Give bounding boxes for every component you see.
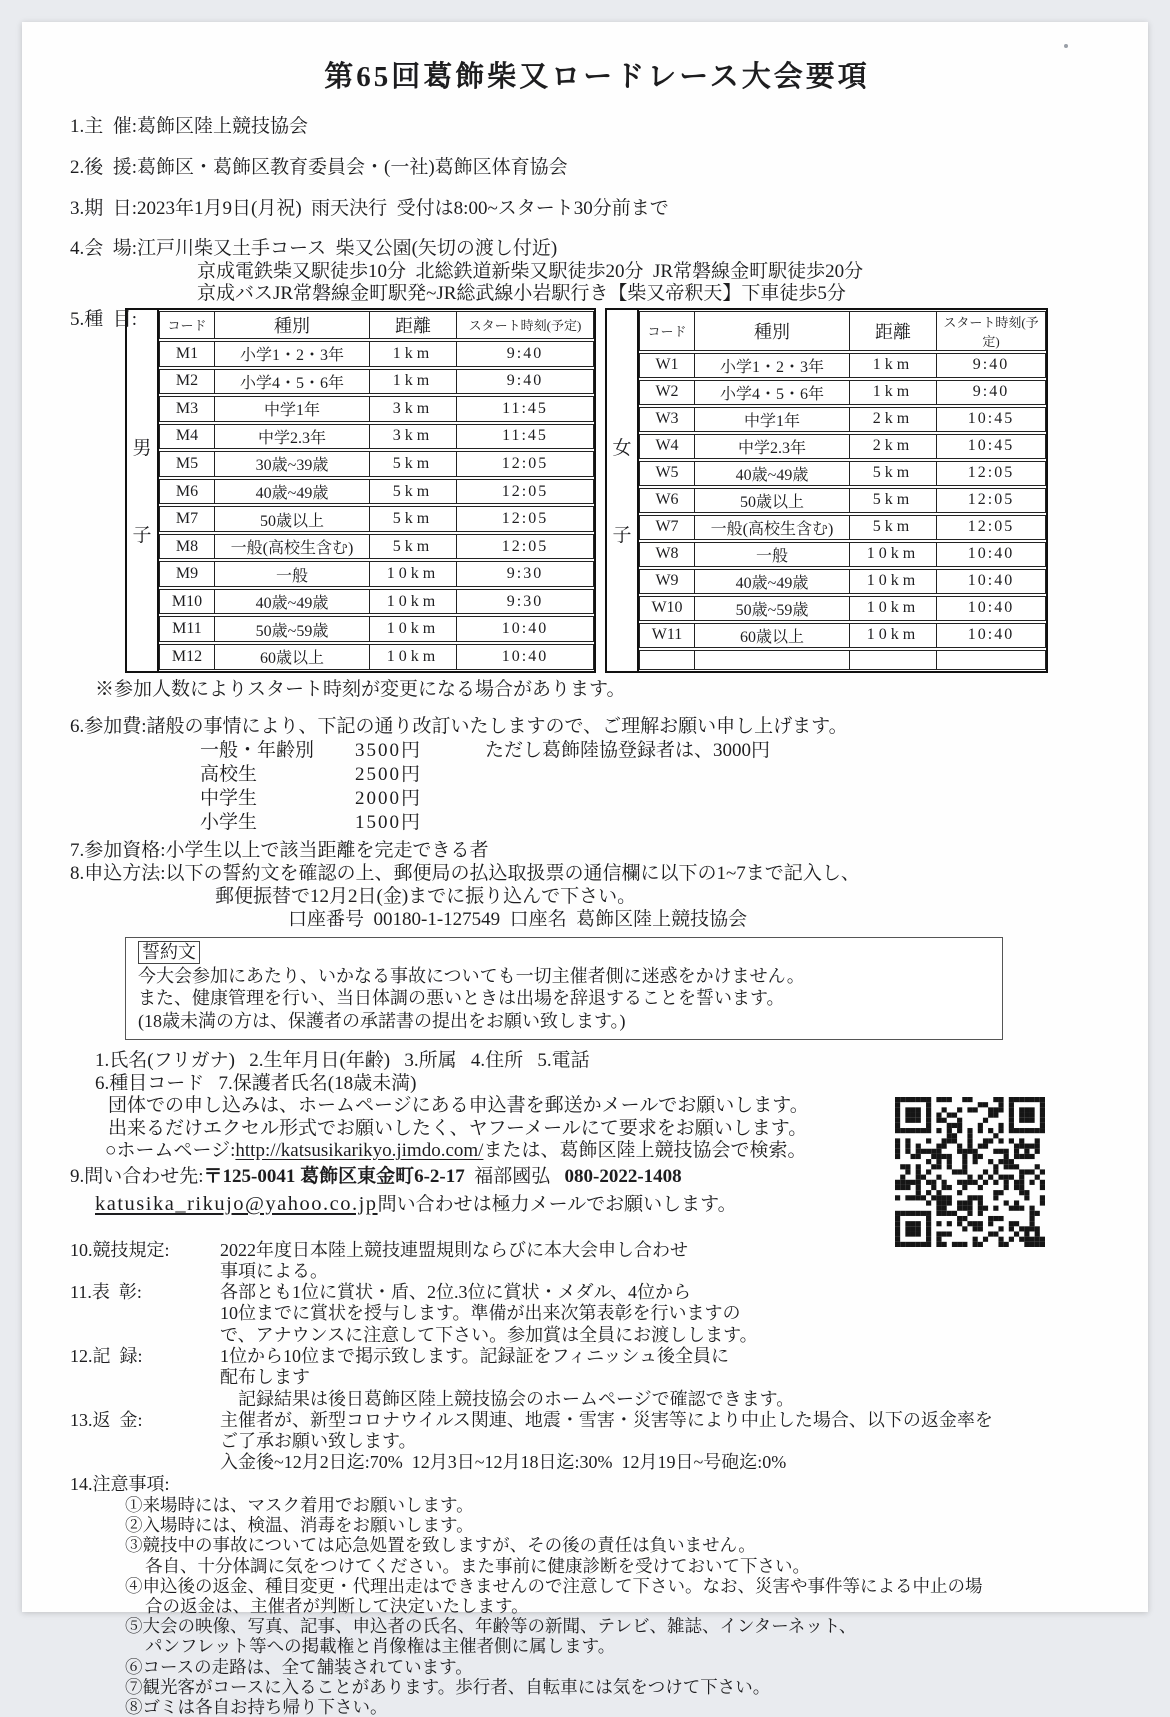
notice-item-4: ④申込後の返金、種目変更・代理出走はできませんので注意して下さい。なお、災害や事件等による中止の場: [70, 1576, 1124, 1596]
event-kind: [695, 650, 850, 670]
page-title: 第65回葛飾柴又ロードレース大会要項: [70, 54, 1124, 95]
section-4-venue: 4.会 場:江戸川柴又土手コース 柴又公園(矢切の渡し付近): [70, 238, 1124, 261]
event-code: M8: [159, 534, 215, 560]
qr-code: [895, 1097, 1045, 1247]
header-dist: 距離: [370, 311, 457, 340]
event-kind: 50歳以上: [695, 488, 850, 513]
event-dist: 1km: [850, 380, 937, 405]
event-time: 10:45: [937, 407, 1046, 432]
event-kind: 50歳~59歳: [215, 616, 370, 642]
section-13-line-3: 入金後~12月2日迄:70% 12月3日~12月18日迄:30% 12月19日~号砲迄:0%: [220, 1452, 786, 1473]
fee-row: [70, 763, 1124, 787]
event-code: W7: [639, 515, 695, 540]
event-dist: [850, 650, 937, 670]
event-code: W10: [639, 596, 695, 621]
group-entry-line-1: 団体での申し込みは、ホームページにある申込書を郵送かメールでお願いします。: [70, 1095, 1124, 1118]
event-kind: 50歳~59歳: [695, 596, 850, 621]
fee-price: 2000円: [355, 787, 485, 811]
event-kind: 50歳以上: [215, 506, 370, 532]
section-4-access-2: 京成バスJR常磐線金町駅発~JR総武線小岩駅行き【柴又帝釈天】下車徒歩5分: [70, 283, 1124, 306]
notice-item-3-cont: 各自、十分体調に気をつけてください。また事前に健康診断を受けておいて下さい。: [70, 1556, 1124, 1576]
homepage-prefix: ○ホームページ:: [105, 1140, 235, 1161]
event-time: 10:45: [937, 434, 1046, 459]
event-code: M3: [159, 396, 215, 422]
event-code: W3: [639, 407, 695, 432]
rules-block: [70, 1240, 1124, 1717]
spacer: [70, 1303, 220, 1324]
email-note: 問い合わせは極力メールでお願いします。: [378, 1194, 737, 1215]
table-header-row: [159, 311, 594, 340]
event-time: 11:45: [457, 396, 594, 422]
section-13-label: 13.返 金:: [70, 1410, 220, 1431]
table-row: [159, 341, 594, 367]
event-dist: 5km: [850, 488, 937, 513]
table-row: [159, 424, 594, 450]
section-14-label: 14.注意事項:: [70, 1474, 1124, 1495]
women-events-grid: [639, 309, 1046, 672]
event-dist: 5km: [370, 451, 457, 477]
event-time: 12:05: [457, 534, 594, 560]
event-dist: 10km: [370, 589, 457, 615]
event-kind: 一般: [215, 561, 370, 587]
homepage-suffix: または、葛飾区陸上競技協会で検索。: [483, 1140, 806, 1161]
notice-item-6: ⑥コースの走路は、全て舗装されています。: [70, 1657, 1124, 1677]
fee-name: 高校生: [200, 763, 355, 787]
notice-item-7: ⑦観光客がコースに入ることがあります。歩行者、自転車には気をつけて下さい。: [70, 1677, 1124, 1697]
event-time: 10:40: [937, 542, 1046, 567]
event-code: M2: [159, 369, 215, 395]
events-table-women: [605, 308, 1048, 673]
table-row-empty: [639, 650, 1046, 670]
event-time: 10:40: [937, 569, 1046, 594]
table-row: [639, 542, 1046, 567]
fee-row: [70, 787, 1124, 811]
pledge-label: 誓約文: [138, 941, 200, 964]
event-kind: 40歳~49歳: [215, 589, 370, 615]
pledge-line-3: (18歳未満の方は、保護者の承諾書の提出をお願い致します。): [138, 1010, 990, 1033]
section-5-events-label: 5.種 目:: [70, 308, 137, 332]
scan-speck: [1064, 44, 1068, 48]
event-kind: 小学4・5・6年: [215, 369, 370, 395]
event-dist: 10km: [370, 561, 457, 587]
event-kind: 小学1・2・3年: [215, 341, 370, 367]
event-code: [639, 650, 695, 670]
notice-item-3: ③競技中の事故については応急処置を致しますが、その後の責任は負いません。: [70, 1535, 1124, 1555]
event-kind: 中学1年: [695, 407, 850, 432]
table-row: [159, 534, 594, 560]
event-time: 12:05: [937, 515, 1046, 540]
group-char-women-2: 子: [612, 520, 631, 547]
document-page: [22, 22, 1148, 1612]
event-time: 9:40: [457, 369, 594, 395]
event-code: M12: [159, 644, 215, 670]
table-row: [639, 596, 1046, 621]
event-code: M1: [159, 341, 215, 367]
contact-address: 〒125-0041 葛飾区東金町6-2-17: [204, 1166, 465, 1187]
section-6-fee: [70, 715, 1124, 739]
event-code: M5: [159, 451, 215, 477]
fee-price: 3500円: [355, 739, 485, 763]
event-code: W2: [639, 380, 695, 405]
event-kind: 40歳~49歳: [695, 569, 850, 594]
section-13-cont: [70, 1431, 1124, 1452]
event-code: W4: [639, 434, 695, 459]
contact-email: katusika_rikujo@yahoo.co.jp: [95, 1193, 378, 1215]
table-row: [639, 380, 1046, 405]
event-dist: 2km: [850, 407, 937, 432]
table-row: [159, 396, 594, 422]
section-8-line-2: 郵便振替で12月2日(金)までに振り込んで下さい。: [70, 885, 1124, 908]
event-time: 9:30: [457, 589, 594, 615]
fee-row: [70, 811, 1124, 835]
header-dist: 距離: [850, 311, 937, 351]
table-row: [639, 407, 1046, 432]
table-row: [639, 353, 1046, 378]
section-12-line-1: 1位から10位まで掲示致します。記録証をフィニッシュ後全員に: [220, 1346, 729, 1367]
section-13-cont: [70, 1452, 1124, 1473]
notice-item-1: ①来場時には、マスク着用でお願いします。: [70, 1495, 1124, 1515]
section-12-cont: [70, 1367, 1124, 1388]
section-7-eligibility: 7.参加資格:小学生以上で該当距離を完走できる者: [70, 839, 1124, 862]
event-dist: 10km: [370, 616, 457, 642]
section-10-line-1: 2022年度日本陸上競技連盟規則ならびに本大会申し合わせ: [220, 1240, 688, 1261]
event-time: 12:05: [937, 461, 1046, 486]
fee-row: [70, 739, 1124, 763]
section-4-access-1: 京成電鉄柴又駅徒歩10分 北総鉄道新柴又駅徒歩20分 JR常磐線金町駅徒歩20分: [70, 261, 1124, 284]
event-time: 10:40: [937, 596, 1046, 621]
event-dist: 5km: [370, 479, 457, 505]
event-code: W9: [639, 569, 695, 594]
entry-fields-line-2: 6.種目コード 7.保護者氏名(18歳未満): [70, 1073, 1124, 1096]
event-time: 10:40: [457, 616, 594, 642]
event-dist: 10km: [850, 596, 937, 621]
header-code: コード: [639, 311, 695, 351]
spacer: [70, 1367, 220, 1388]
section-10-line-2: 事項による。: [220, 1261, 328, 1282]
event-code: M6: [159, 479, 215, 505]
table-row: [639, 488, 1046, 513]
event-time: 12:05: [937, 488, 1046, 513]
event-code: W6: [639, 488, 695, 513]
event-kind: 小学4・5・6年: [695, 380, 850, 405]
event-time: 10:40: [937, 623, 1046, 648]
fee-price: 1500円: [355, 811, 485, 835]
men-events-grid: [159, 309, 594, 672]
event-time: 10:40: [457, 644, 594, 670]
section-13-line-2: ご了承お願い致します。: [220, 1431, 417, 1452]
section-1-organizer: 1.主 催:葛飾区陸上競技協会: [70, 115, 1124, 139]
fee-note: ただし葛飾陸協登録者は、3000円: [485, 740, 770, 761]
event-dist: 2km: [850, 434, 937, 459]
group-char-women-1: 女: [612, 433, 631, 460]
section-10-label: 10.競技規定:: [70, 1240, 220, 1261]
table-row: [159, 451, 594, 477]
section-11-line-2: 10位までに賞状を授与します。準備が出来次第表彰を行いますの: [220, 1303, 741, 1324]
group-entry-line-2: 出来るだけエクセル形式でお願いしたく、ヤフーメールにて要求をお願いします。: [70, 1118, 1124, 1141]
events-tables: [125, 308, 1124, 673]
section-13-line-1: 主催者が、新型コロナウイルス関連、地震・雪害・災害等により中止した場合、以下の返金率を: [220, 1410, 993, 1431]
event-dist: 1km: [370, 341, 457, 367]
section-8-application: [70, 862, 1124, 885]
section-6-intro: 諸般の事情により、下記の通り改訂いたしますので、ご理解お願い申し上げます。: [147, 716, 848, 737]
event-kind: 中学2.3年: [695, 434, 850, 459]
table-row: [639, 515, 1046, 540]
table-row: [639, 434, 1046, 459]
pledge-box: [125, 937, 1003, 1041]
fee-name: 一般・年齢別: [200, 739, 355, 763]
event-kind: 30歳~39歳: [215, 451, 370, 477]
fee-price: 2500円: [355, 763, 485, 787]
table-row: [159, 479, 594, 505]
notice-item-4-cont: 合の返金は、主催者が判断して決定いたします。: [70, 1596, 1124, 1616]
document-content: [22, 22, 1148, 1717]
notice-item-2: ②入場時には、検温、消毒をお願いします。: [70, 1515, 1124, 1535]
table-row: [639, 569, 1046, 594]
group-char-men-1: 男: [132, 433, 151, 460]
event-kind: 60歳以上: [695, 623, 850, 648]
table-row: [159, 616, 594, 642]
section-8-label: 8.申込方法:: [70, 863, 166, 884]
spacer: [70, 1431, 220, 1452]
section-3-date: 3.期 日:2023年1月9日(月祝) 雨天決行 受付は8:00~スタート30分前まで: [70, 197, 1124, 221]
notice-item-8: ⑧ゴミは各自お持ち帰り下さい。: [70, 1697, 1124, 1717]
section-6-label: 6.参加費:: [70, 716, 147, 737]
event-dist: 1km: [370, 369, 457, 395]
pledge-line-2: また、健康管理を行い、当日体調の悪いときは出場を辞退することを誓います。: [138, 987, 990, 1010]
table-row: [159, 644, 594, 670]
table-row: [159, 369, 594, 395]
event-time: 9:30: [457, 561, 594, 587]
event-time: 9:40: [457, 341, 594, 367]
section-12-line-3: 記録結果は後日葛飾区陸上競技協会のホームページで確認できます。: [220, 1389, 794, 1410]
section-11-line-1: 各部とも1位に賞状・盾、2位.3位に賞状・メダル、4位から: [220, 1282, 691, 1303]
events-section: [70, 308, 1124, 673]
header-time: スタート時刻(予定): [457, 311, 594, 340]
fee-name: 小学生: [200, 811, 355, 835]
section-2-support: 2.後 援:葛飾区・葛飾区教育委員会・(一社)葛飾区体育協会: [70, 156, 1124, 180]
event-code: W5: [639, 461, 695, 486]
event-code: W8: [639, 542, 695, 567]
event-code: M10: [159, 589, 215, 615]
homepage-url: http://katsusikarikyo.jimdo.com/: [235, 1140, 483, 1161]
header-kind: 種別: [695, 311, 850, 351]
section-10-cont: [70, 1261, 1124, 1282]
group-char-men-2: 子: [132, 520, 151, 547]
section-12-label: 12.記 録:: [70, 1346, 220, 1367]
spacer: [70, 1452, 220, 1473]
event-time: 11:45: [457, 424, 594, 450]
event-kind: 中学2.3年: [215, 424, 370, 450]
table-header-row: [639, 311, 1046, 351]
event-code: W1: [639, 353, 695, 378]
events-table-men: [125, 308, 596, 673]
event-kind: 40歳~49歳: [695, 461, 850, 486]
event-time: 12:05: [457, 451, 594, 477]
event-dist: 10km: [850, 623, 937, 648]
section-11-awards: [70, 1282, 1124, 1303]
event-time: 9:40: [937, 353, 1046, 378]
spacer: [70, 1325, 220, 1346]
event-kind: 小学1・2・3年: [695, 353, 850, 378]
section-12-line-2: 配布します: [220, 1367, 310, 1388]
event-code: M7: [159, 506, 215, 532]
table-row: [159, 589, 594, 615]
section-11-cont: [70, 1303, 1124, 1324]
section-11-label: 11.表 彰:: [70, 1282, 220, 1303]
event-dist: 10km: [850, 542, 937, 567]
fee-name: 中学生: [200, 787, 355, 811]
section-8-line-1: 以下の誓約文を確認の上、郵便局の払込取扱票の通信欄に以下の1~7まで記入し、: [166, 863, 860, 884]
pledge-line-1: 今大会参加にあたり、いかなる事故についても一切主催者側に迷惑をかけません。: [138, 965, 990, 988]
event-time: 9:40: [937, 380, 1046, 405]
event-dist: 10km: [850, 569, 937, 594]
event-code: M4: [159, 424, 215, 450]
event-time: 12:05: [457, 479, 594, 505]
event-code: M11: [159, 616, 215, 642]
event-kind: 40歳~49歳: [215, 479, 370, 505]
event-kind: 60歳以上: [215, 644, 370, 670]
event-time: [937, 650, 1046, 670]
table-row: [159, 506, 594, 532]
section-12-records: [70, 1346, 1124, 1367]
spacer: [70, 1389, 220, 1410]
contact-person: 福部國弘: [465, 1166, 551, 1187]
event-code: M9: [159, 561, 215, 587]
event-kind: 一般(高校生含む): [695, 515, 850, 540]
spacer: [70, 1261, 220, 1282]
entry-fields-line-1: 1.氏名(フリガナ) 2.生年月日(年齢) 3.所属 4.住所 5.電話: [70, 1050, 1124, 1073]
event-dist: 5km: [370, 534, 457, 560]
event-dist: 5km: [850, 515, 937, 540]
contact-phone: 080-2022-1408: [550, 1166, 681, 1187]
header-time: スタート時刻(予定): [937, 311, 1046, 351]
event-dist: 3km: [370, 424, 457, 450]
event-code: W11: [639, 623, 695, 648]
table-row: [639, 461, 1046, 486]
event-dist: 5km: [850, 461, 937, 486]
notice-item-5-cont: パンフレット等への掲載権と肖像権は主催者側に属します。: [70, 1636, 1124, 1656]
event-kind: 中学1年: [215, 396, 370, 422]
group-label-men: [127, 310, 159, 671]
section-8-account: 口座番号 00180-1-127549 口座名 葛飾区陸上競技協会: [70, 908, 1124, 931]
table-row: [159, 561, 594, 587]
section-11-cont: [70, 1325, 1124, 1346]
header-code: コード: [159, 311, 215, 340]
header-kind: 種別: [215, 311, 370, 340]
section-12-cont: [70, 1389, 1124, 1410]
event-dist: 5km: [370, 506, 457, 532]
group-label-women: [607, 310, 639, 671]
event-kind: 一般(高校生含む): [215, 534, 370, 560]
section-9-label: 9.問い合わせ先:: [70, 1166, 204, 1187]
section-13-refund: [70, 1410, 1124, 1431]
section-11-line-3: で、アナウンスに注意して下さい。参加賞は全員にお渡しします。: [220, 1325, 758, 1346]
event-dist: 3km: [370, 396, 457, 422]
event-dist: 10km: [370, 644, 457, 670]
event-time: 12:05: [457, 506, 594, 532]
notice-item-5: ⑤大会の映像、写真、記事、申込者の氏名、年齢等の新聞、テレビ、雑誌、インターネット、: [70, 1616, 1124, 1636]
table-row: [639, 623, 1046, 648]
table-note: ※参加人数によりスタート時刻が変更になる場合があります。: [95, 679, 1124, 701]
event-dist: 1km: [850, 353, 937, 378]
event-kind: 一般: [695, 542, 850, 567]
